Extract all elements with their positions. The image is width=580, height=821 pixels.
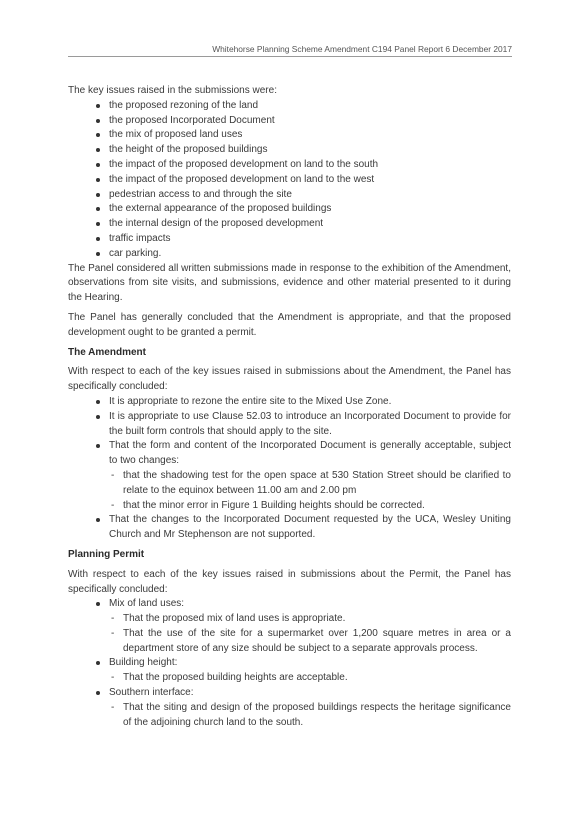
list-item: Mix of land uses: - That the proposed mix of land uses is appropriate. - That the use of the site for a supermarket over 1,200 square metres in area or a department store of any size should be subject to a separate approvals process.	[68, 597, 511, 656]
amendment-intro: With respect to each of the key issues raised in submissions about the Amendment, the Panel has specifically concluded:	[68, 366, 511, 393]
amendment-heading: The Amendment	[68, 346, 146, 358]
page-body	[68, 84, 511, 730]
key-issues-list	[68, 99, 511, 262]
list-item: That the form and content of the Incorporated Document is generally acceptable, subject to two changes: - that the shadowing test for the open space at 530 Station Street should be clarified to relate to the equinox between 11.00 am and 2.00 pm - that the minor error in Figure 1 Building heights should be corrected.	[68, 439, 511, 513]
permit-intro: With respect to each of the key issues raised in submissions about the Permit, the Panel has specifically concluded:	[68, 568, 511, 595]
list-item: pedestrian access to and through the site	[68, 188, 511, 203]
list-item: the internal design of the proposed development	[68, 217, 511, 232]
planning-permit-heading: Planning Permit	[68, 548, 145, 560]
sub-list-item: - that the minor error in Figure 1 Building heights should be corrected.	[109, 499, 511, 514]
southern-interface-subitems	[109, 701, 511, 731]
list-item: It is appropriate to use Clause 52.03 to introduce an Incorporated Document to provide for the built form controls that should apply to the site.	[68, 410, 511, 440]
panel-concluded-paragraph: The Panel has generally concluded that the Amendment is appropriate, and that the proposed development ought to be granted a permit.	[68, 311, 511, 338]
list-item: It is appropriate to rezone the entire site to the Mixed Use Zone.	[68, 395, 511, 410]
list-item: the impact of the proposed development on land to the west	[68, 173, 511, 188]
sub-list-item: - that the shadowing test for the open space at 530 Station Street should be clarified to relate to the equinox between 11.00 am and 2.00 pm	[109, 469, 511, 499]
permit-conclusions-list	[68, 597, 511, 730]
amendment-conclusions-list	[68, 395, 511, 543]
list-item: Building height: - That the proposed building heights are acceptable.	[68, 656, 511, 686]
list-item: the mix of proposed land uses	[68, 128, 511, 143]
land-uses-subitems	[109, 612, 511, 656]
list-item: the proposed Incorporated Document	[68, 114, 511, 129]
header-rule	[68, 56, 512, 57]
key-issues-intro: The key issues raised in the submissions were:	[68, 85, 277, 96]
sub-list-item: - That the siting and design of the proposed buildings respects the heritage significance of the adjoining church land to the south.	[109, 701, 511, 731]
building-height-subitems	[109, 671, 511, 686]
list-item: traffic impacts	[68, 232, 511, 247]
panel-considered-paragraph: The Panel considered all written submissions made in response to the exhibition of the Amendment, observations from site visits, and submissions, evidence and other material presented to it during the Hearing.	[68, 262, 511, 304]
amendment-subitems-list	[109, 469, 511, 513]
sub-list-item: - That the proposed building heights are acceptable.	[109, 671, 511, 686]
sub-list-item: - That the use of the site for a supermarket over 1,200 square metres in area or a department store of any size should be subject to a separate approvals process.	[109, 627, 511, 657]
list-item: Southern interface: - That the siting and design of the proposed buildings respects the heritage significance of the adjoining church land to the south.	[68, 686, 511, 730]
list-item: the impact of the proposed development on land to the south	[68, 158, 511, 173]
list-item: car parking.	[68, 247, 511, 262]
list-item: the external appearance of the proposed buildings	[68, 202, 511, 217]
list-item: the height of the proposed buildings	[68, 143, 511, 158]
list-item: That the changes to the Incorporated Document requested by the UCA, Wesley Uniting Church and Mr Stephenson are not supported.	[68, 513, 511, 543]
sub-list-item: - That the proposed mix of land uses is appropriate.	[109, 612, 511, 627]
running-header: Whitehorse Planning Scheme Amendment C194 Panel Report 6 December 2017	[212, 44, 512, 54]
list-item: the proposed rezoning of the land	[68, 99, 511, 114]
